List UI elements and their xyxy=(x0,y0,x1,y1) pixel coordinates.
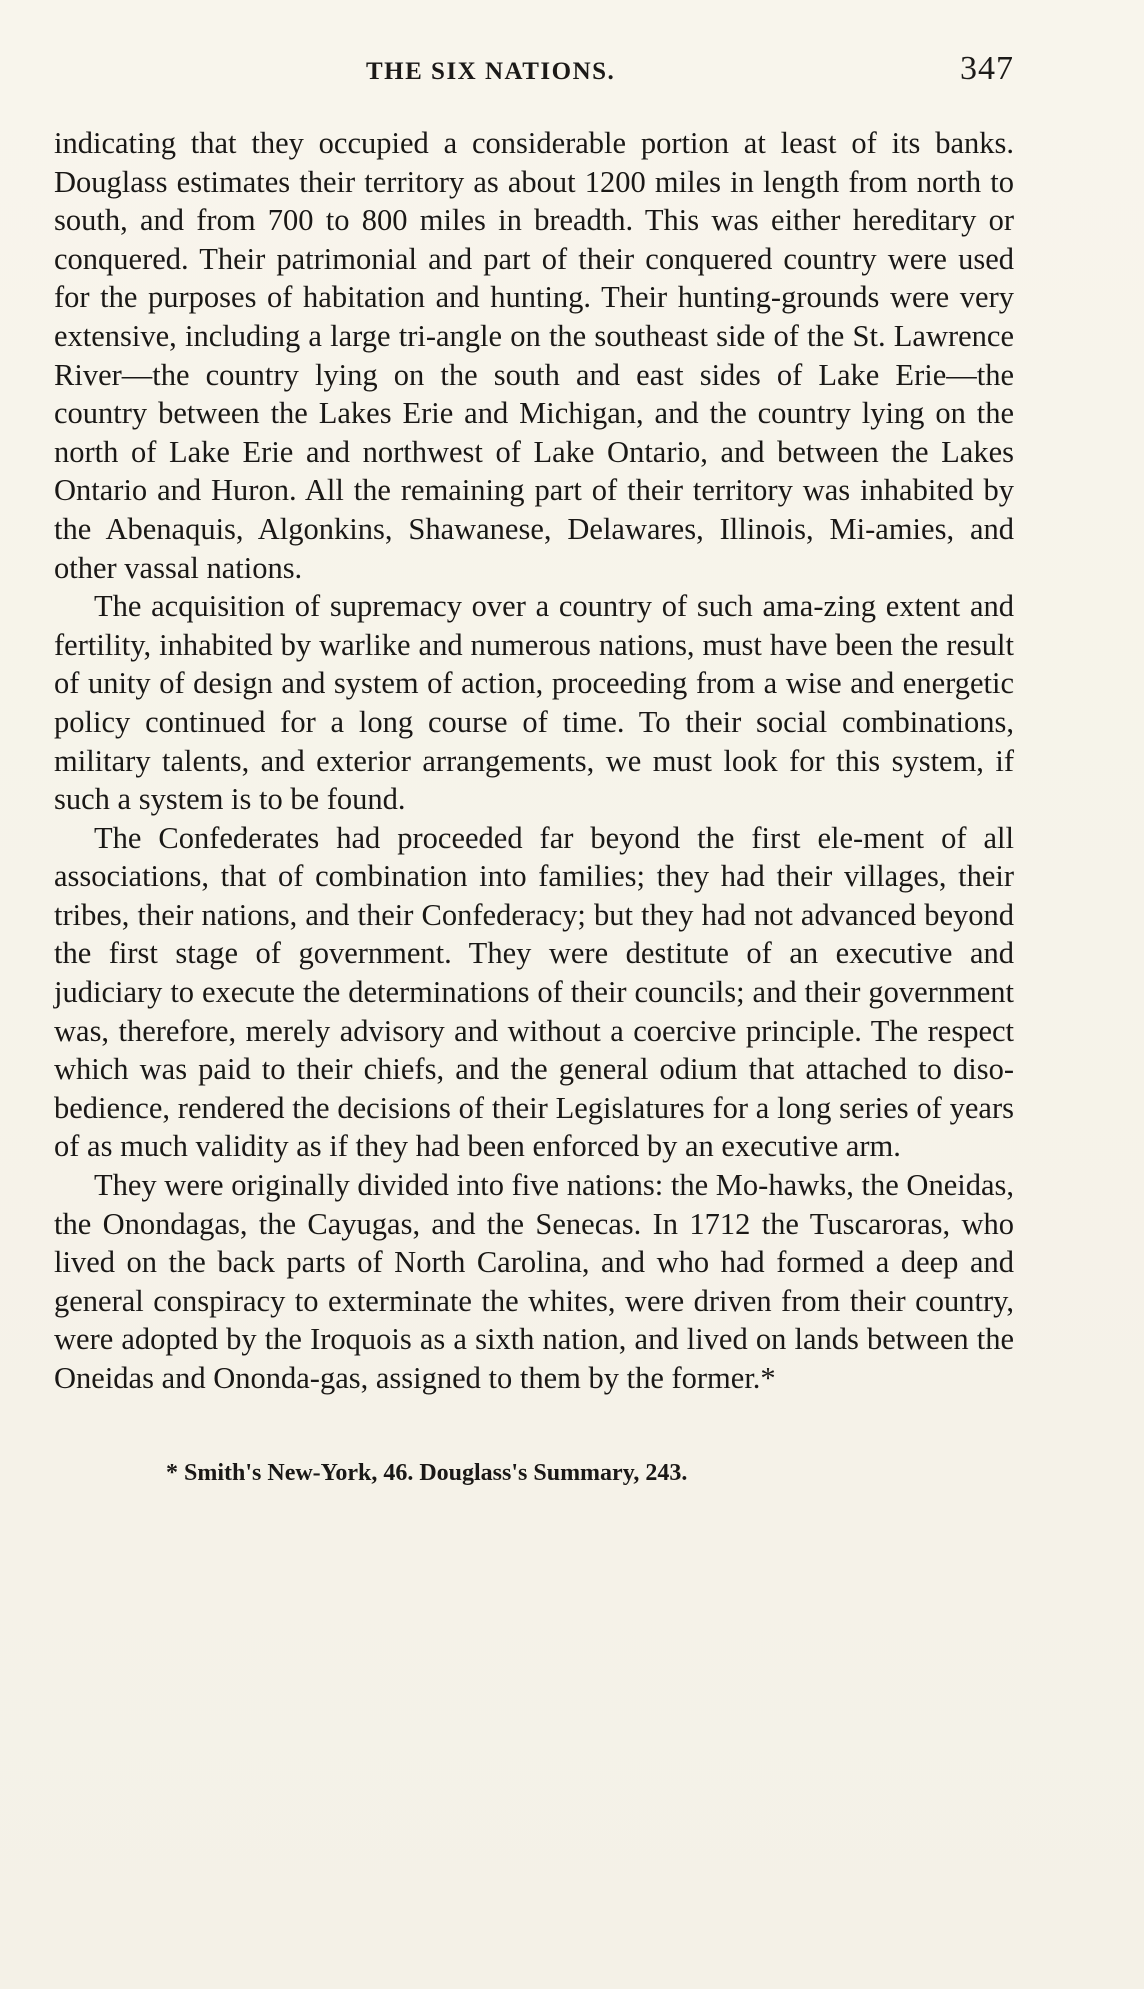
footnote: * Smith's New-York, 46. Douglass's Summary, 243. xyxy=(166,1460,688,1486)
body-text xyxy=(54,124,1014,1398)
paragraph-1: indicating that they occupied a considerable portion at least of its banks. Douglass estimates their territory as about 1200 miles in length from north to south, and from 700 to 800 miles in breadth. This was either hereditary or conquered. Their patrimonial and part of their conquered country were used for the purposes of habitation and hunting. Their hunting-grounds were very extensive, including a large tri-angle on the southeast side of the St. Lawrence River—the country lying on the south and east sides of Lake Erie—the country between the Lakes Erie and Michigan, and the country lying on the north of Lake Erie and northwest of Lake Ontario, and between the Lakes Ontario and Huron. All the remaining part of their territory was inhabited by the Abenaquis, Algonkins, Shawanese, Delawares, Illinois, Mi-amies, and other vassal nations. xyxy=(54,126,1014,585)
page-number: 347 xyxy=(960,50,1014,87)
page-header xyxy=(54,48,1014,92)
paragraph-2: The acquisition of supremacy over a country of such ama-zing extent and fertility, inhabited by warlike and numerous nations, must have been the result of unity of design and system of action, proceeding from a wise and energetic policy continued for a long course of time. To their social combinations, military talents, and exterior arrangements, we must look for this system, if such a system is to be found. xyxy=(54,589,1014,817)
running-title: THE SIX NATIONS. xyxy=(366,58,616,85)
paragraph-4: They were originally divided into five nations: the Mo-hawks, the Oneidas, the Onondagas, the Cayugas, and the Senecas. In 1712 the Tuscaroras, who lived on the back parts of North Carolina, and who had formed a deep and general conspiracy to exterminate the whites, were driven from their country, were adopted by the Iroquois as a sixth nation, and lived on lands between the Oneidas and Ononda-gas, assigned to them by the former.* xyxy=(54,1168,1014,1395)
paragraph-3: The Confederates had proceeded far beyond the first ele-ment of all associations, that of combination into families; they had their villages, their tribes, their nations, and their Confederacy; but they had not advanced beyond the first stage of government. They were destitute of an executive and judiciary to execute the determinations of their councils; and their government was, therefore, merely advisory and without a coercive principle. The respect which was paid to their chiefs, and the general odium that attached to diso-bedience, rendered the decisions of their Legislatures for a long series of years of as much validity as if they had been enforced by an executive arm. xyxy=(54,820,1014,1164)
